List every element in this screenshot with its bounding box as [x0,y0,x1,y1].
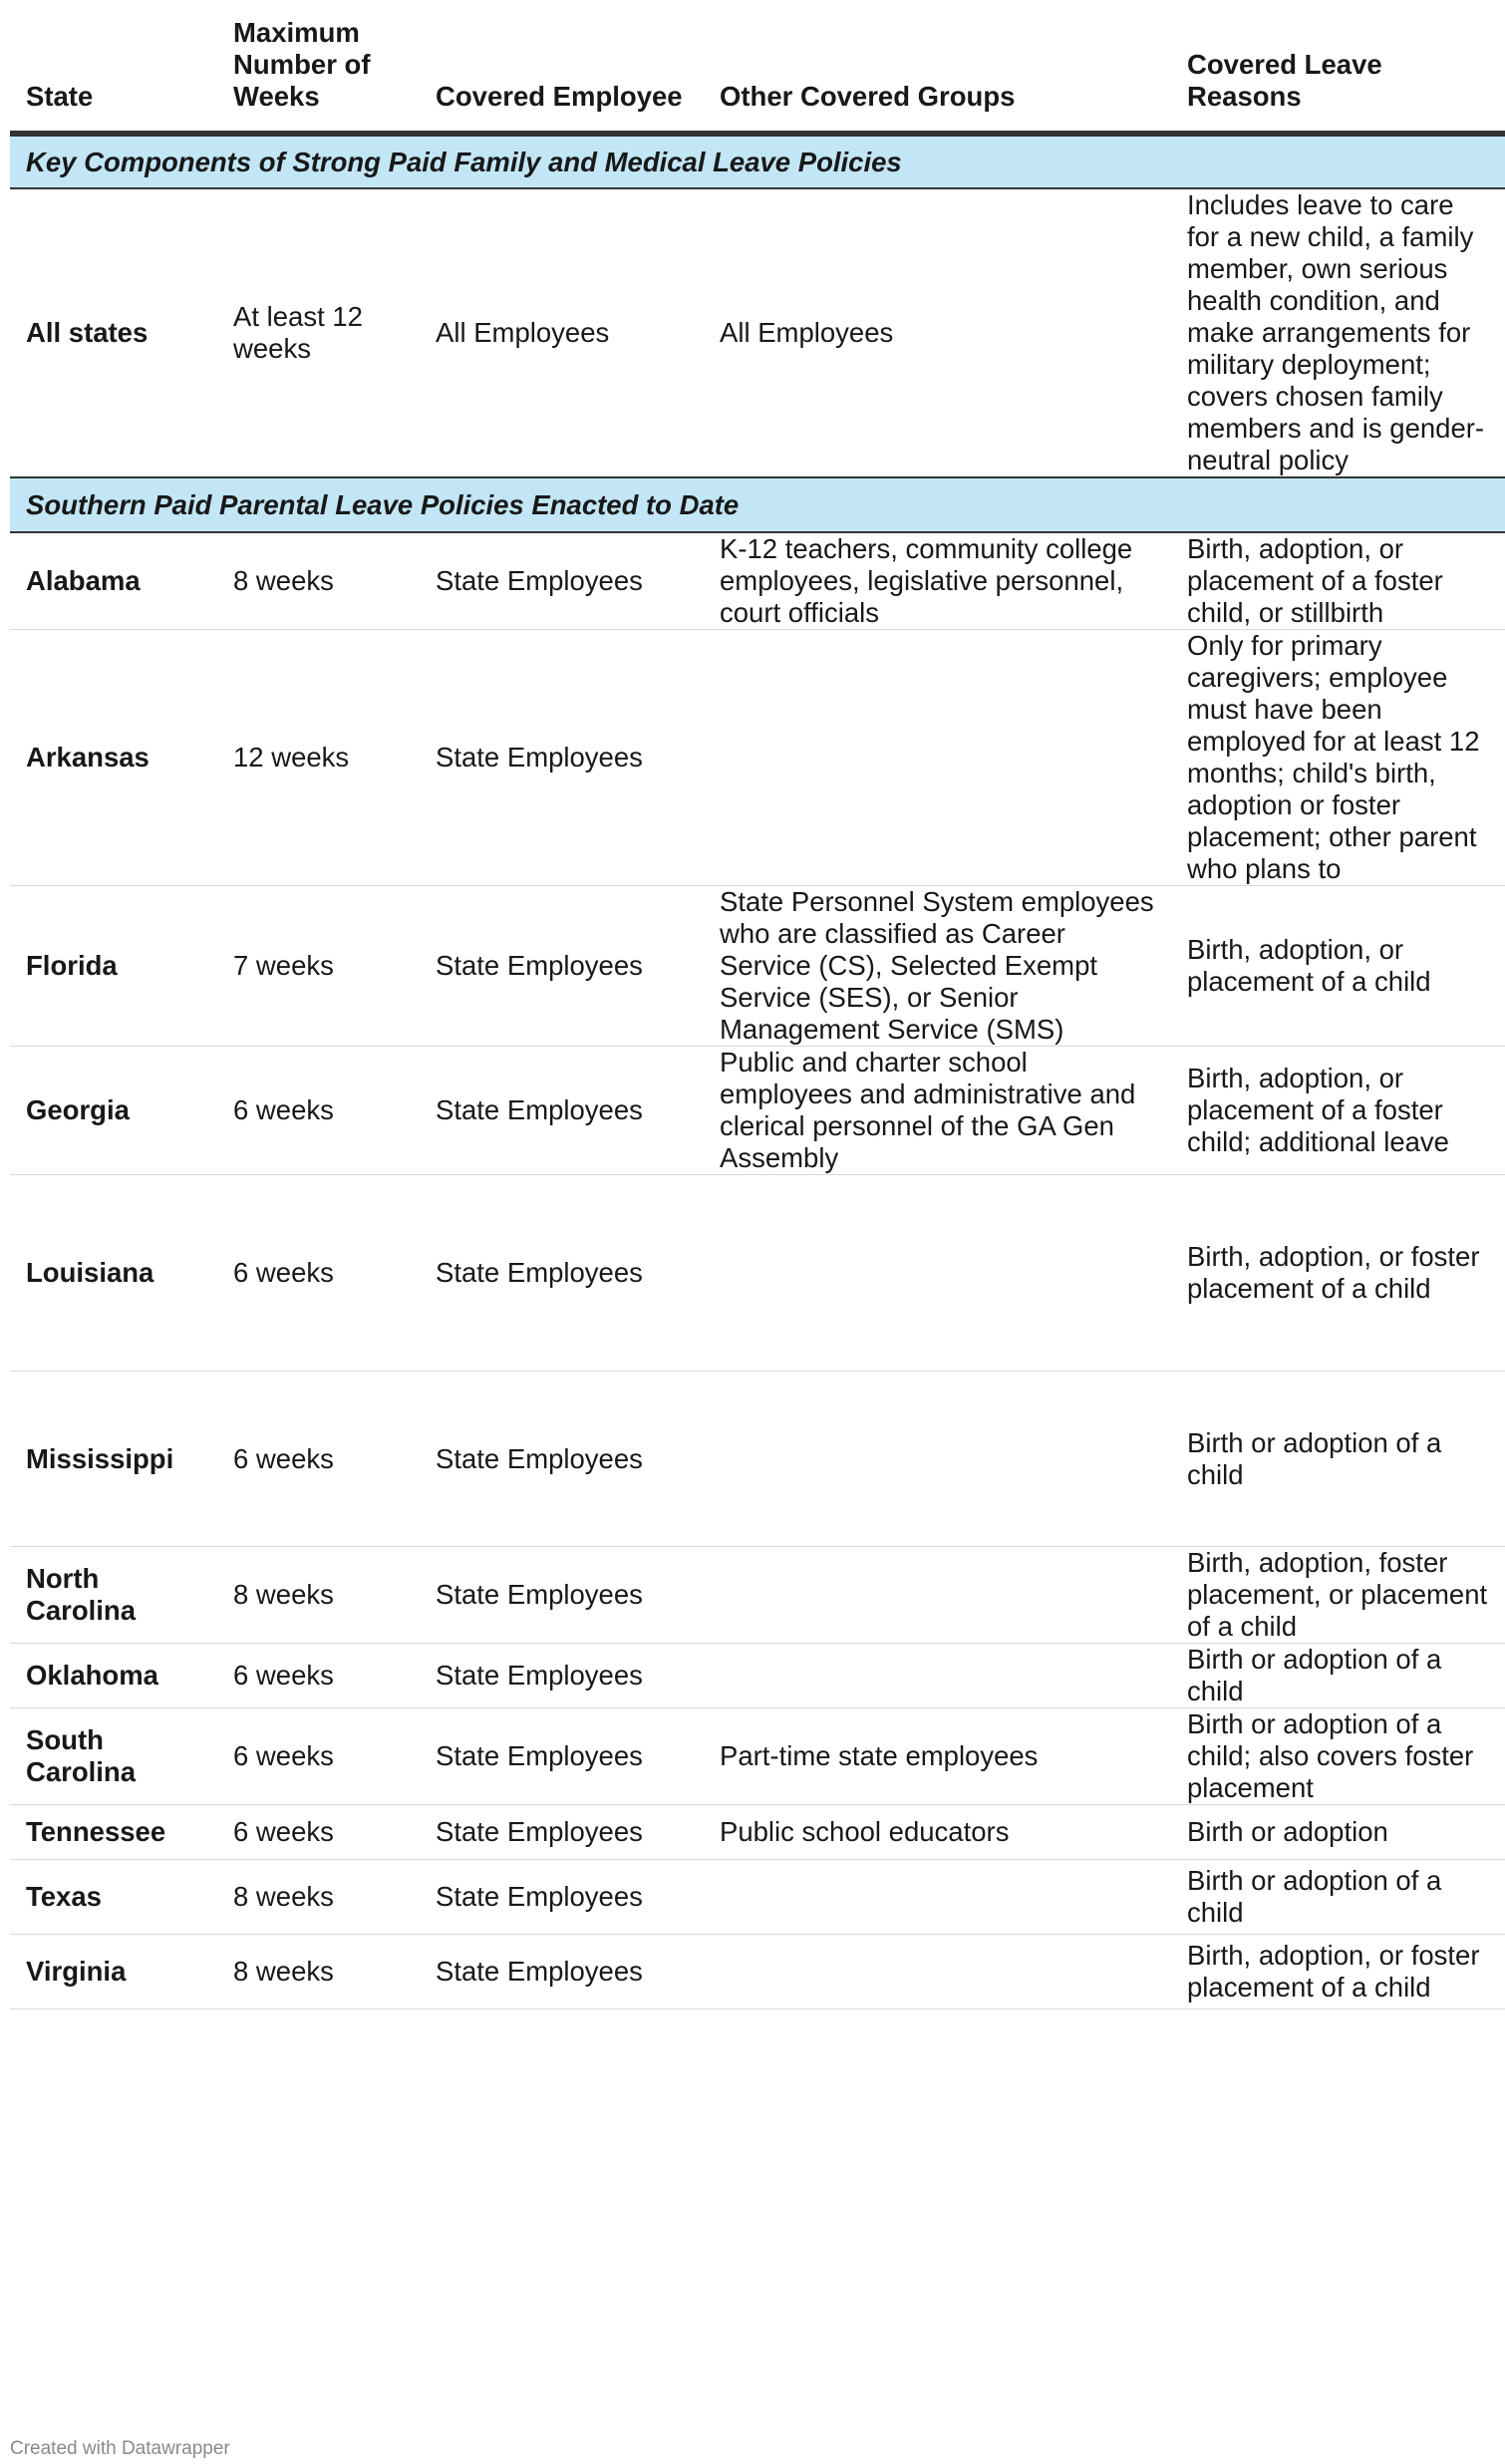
cell-covered-leave-reasons: Only for primary caregivers; employee must have been employed for at least 12 months; child's birth, adoption or foster placement; other parent who plans to [1171,630,1505,886]
cell-covered-employee: State Employees [420,1372,704,1547]
cell-covered-leave-reasons: Birth, adoption, or foster placement of a child [1171,1935,1505,2009]
footer-credit: Created with Datawrapper [10,2438,230,2459]
cell-covered-leave-reasons: Birth, adoption, or placement of a foster child, or stillbirth [1171,532,1505,630]
cell-covered-employee: All Employees [436,317,610,348]
table-row [10,1047,1505,1175]
cell-covered-employee: State Employees [420,1805,704,1860]
cell-covered-leave-reasons: Birth or adoption of a child; also covers foster placement [1171,1708,1505,1805]
cell-covered-leave-reasons: Birth or adoption of a child [1171,1860,1505,1935]
cell-covered-leave-reasons: Birth or adoption of a child [1171,1644,1505,1708]
cell-covered-employee: State Employees [420,1860,704,1935]
cell-state: Florida [10,886,217,1047]
section-header-row [10,134,1505,188]
cell-state: Texas [10,1860,217,1935]
table-row [10,1935,1505,2009]
cell-other-covered-groups [704,1935,1171,2009]
cell-covered-leave-reasons: Birth, adoption, foster placement, or placement of a child [1171,1547,1505,1644]
cell-state: Mississippi [10,1372,217,1547]
cell-max-weeks: 6 weeks [217,1047,420,1175]
cell-other-covered-groups [704,1644,1171,1708]
cell-other-covered-groups: Part-time state employees [704,1708,1171,1805]
cell-covered-employee: State Employees [420,630,704,886]
cell-max-weeks: 6 weeks [217,1805,420,1860]
table-row [10,1644,1505,1708]
cell-covered-employee: State Employees [420,1175,704,1372]
cell-covered-employee: State Employees [420,1547,704,1644]
cell-other-covered-groups: Public and charter school employees and administrative and clerical personnel of the GA Gen Assembly [704,1047,1171,1175]
column-header-covered-leave-reasons[interactable]: Covered Leave Reasons [1187,49,1382,112]
cell-other-covered-groups [704,1547,1171,1644]
cell-covered-employee: State Employees [420,1047,704,1175]
cell-covered-employee: State Employees [420,1708,704,1805]
cell-state: South Carolina [10,1708,217,1805]
header-row [10,0,1505,134]
cell-other-covered-groups [704,1175,1171,1372]
cell-state: All states [26,317,149,348]
cell-state: Arkansas [10,630,217,886]
cell-max-weeks: 8 weeks [217,1935,420,2009]
cell-other-covered-groups: K-12 teachers, community college employees, legislative personnel, court officials [704,532,1171,630]
data-table [10,0,1505,2009]
cell-covered-employee: State Employees [420,532,704,630]
cell-covered-employee: State Employees [420,1935,704,2009]
cell-max-weeks: 6 weeks [217,1372,420,1547]
table-row [10,886,1505,1047]
cell-other-covered-groups: State Personnel System employees who are classified as Career Service (CS), Selected Exempt Service (SES), or Senior Management Service (SMS) [704,886,1171,1047]
cell-max-weeks: 7 weeks [217,886,420,1047]
cell-covered-leave-reasons: Birth, adoption, or placement of a foster child; additional leave [1171,1047,1505,1175]
table-row [10,1860,1505,1935]
cell-state: Oklahoma [10,1644,217,1708]
cell-other-covered-groups: All Employees [720,317,894,348]
cell-state: North Carolina [10,1547,217,1644]
cell-state: Louisiana [10,1175,217,1372]
cell-max-weeks: 8 weeks [217,532,420,630]
table-row [10,1805,1505,1860]
section-header-row [10,477,1505,532]
cell-max-weeks: 12 weeks [217,630,420,886]
cell-state: Virginia [10,1935,217,2009]
table-row [10,630,1505,886]
cell-max-weeks: At least 12 weeks [233,301,363,364]
cell-covered-leave-reasons: Includes leave to care for a new child, a family member, own serious health condition, and make arrangements for military deployment; covers chosen family members and is gender-neutral policy [1187,189,1485,475]
column-header-max-weeks[interactable]: Maximum Number of Weeks [233,17,371,112]
cell-other-covered-groups [704,1860,1171,1935]
table-row [10,1547,1505,1644]
table-container [10,0,1488,2464]
cell-covered-leave-reasons: Birth or adoption of a child [1171,1372,1505,1547]
table-row [10,188,1505,477]
cell-other-covered-groups [704,1372,1171,1547]
cell-max-weeks: 8 weeks [217,1860,420,1935]
cell-covered-leave-reasons: Birth, adoption, or placement of a child [1171,886,1505,1047]
cell-state: Tennessee [10,1805,217,1860]
cell-max-weeks: 6 weeks [217,1644,420,1708]
section-title: Southern Paid Parental Leave Policies Enacted to Date [10,477,1505,532]
table-row [10,532,1505,630]
cell-other-covered-groups [704,630,1171,886]
section-title: Key Components of Strong Paid Family and Medical Leave Policies [10,134,1505,188]
cell-state: Georgia [10,1047,217,1175]
cell-max-weeks: 6 weeks [217,1708,420,1805]
cell-covered-leave-reasons: Birth or adoption [1171,1805,1505,1860]
cell-covered-leave-reasons: Birth, adoption, or foster placement of a child [1171,1175,1505,1372]
cell-max-weeks: 6 weeks [217,1175,420,1372]
cell-covered-employee: State Employees [420,886,704,1047]
table-row [10,1708,1505,1805]
table-row [10,1175,1505,1372]
column-header-state[interactable]: State [26,81,94,112]
cell-covered-employee: State Employees [420,1644,704,1708]
column-header-other-covered-groups[interactable]: Other Covered Groups [720,81,1016,112]
cell-max-weeks: 8 weeks [217,1547,420,1644]
cell-other-covered-groups: Public school educators [704,1805,1171,1860]
cell-state: Alabama [10,532,217,630]
column-header-covered-employee[interactable]: Covered Employee [436,81,683,112]
table-row [10,1372,1505,1547]
